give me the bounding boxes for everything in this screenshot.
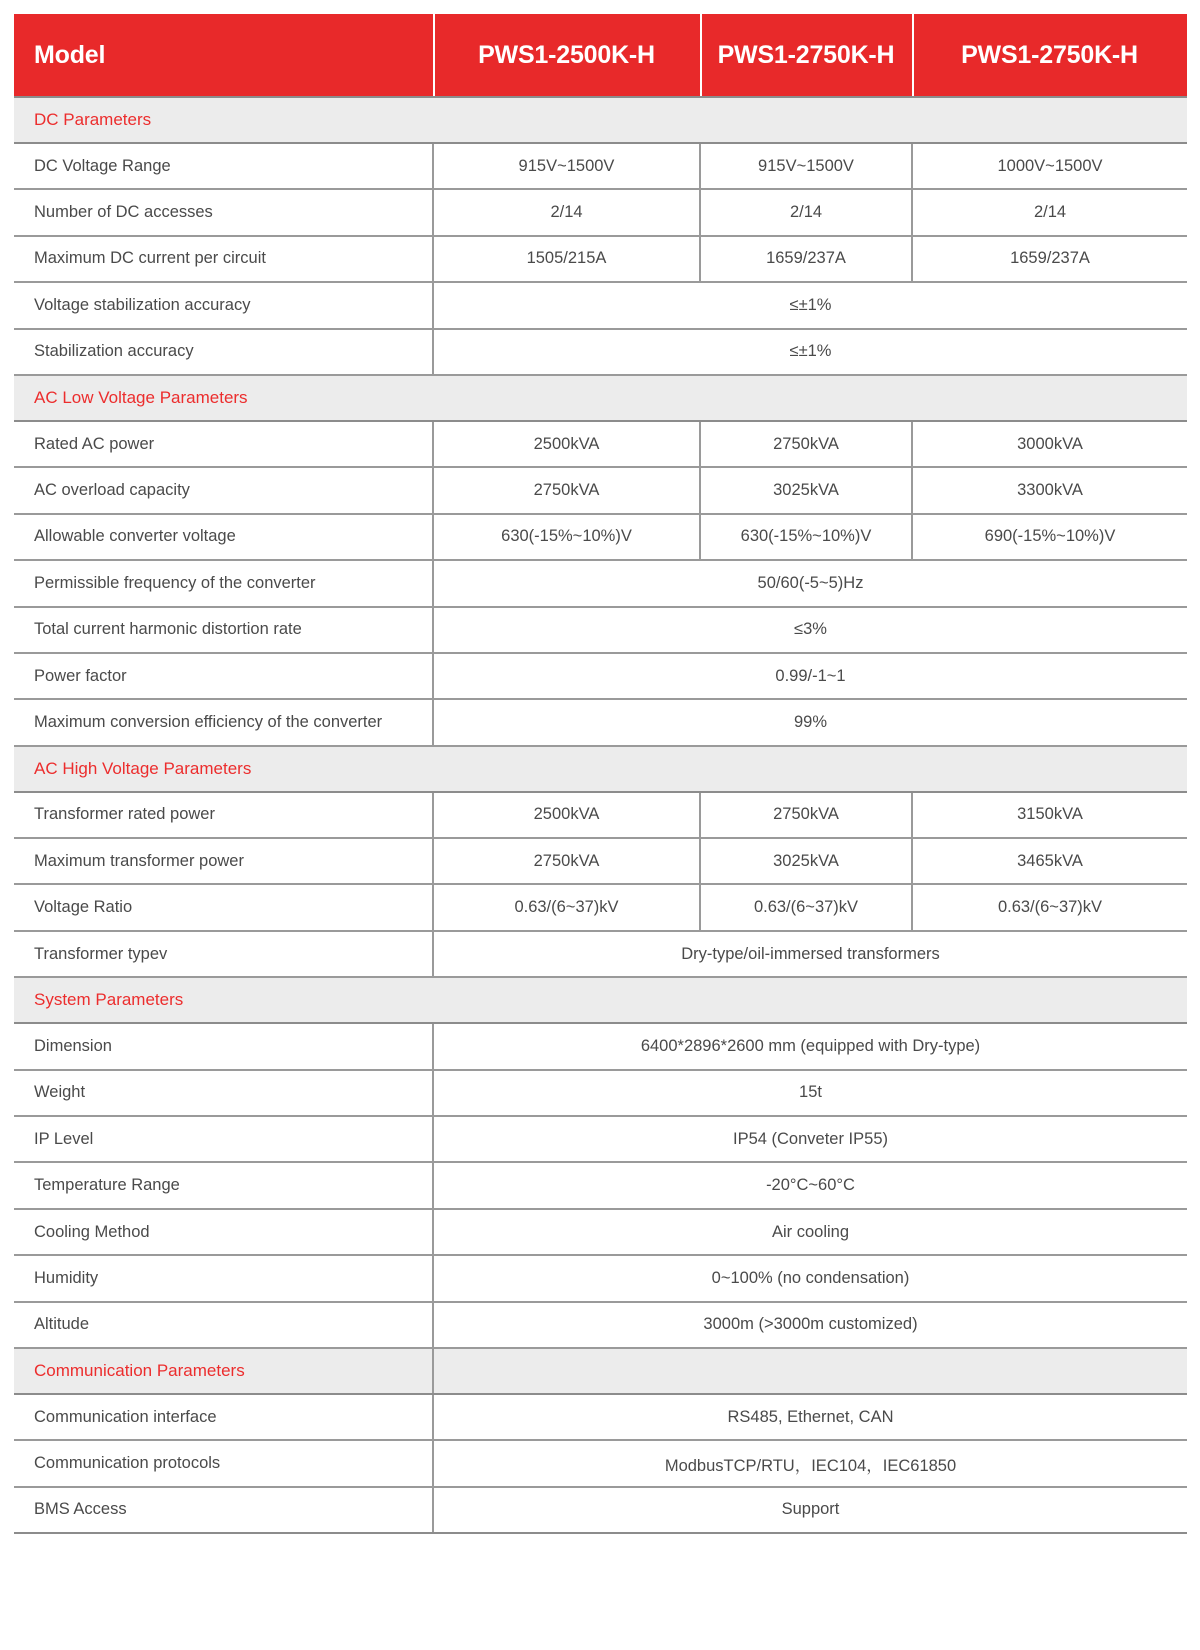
- row-label: Temperature Range: [14, 1162, 433, 1208]
- row-value-1: 2/14: [433, 189, 700, 235]
- table-row: [14, 329, 1187, 375]
- row-value-merged: ≤3%: [433, 607, 1187, 653]
- table-row: [14, 838, 1187, 884]
- row-value-merged: IP54 (Conveter IP55): [433, 1116, 1187, 1162]
- table-row: [14, 653, 1187, 699]
- row-label: Rated AC power: [14, 421, 433, 467]
- row-label: Stabilization accuracy: [14, 329, 433, 375]
- row-label: IP Level: [14, 1116, 433, 1162]
- row-value-2: 630(-15%~10%)V: [700, 514, 912, 560]
- specification-table: [14, 14, 1187, 1534]
- section-header-row: [14, 977, 1187, 1023]
- row-label: Dimension: [14, 1023, 433, 1069]
- table-row: [14, 1023, 1187, 1069]
- table-row: [14, 282, 1187, 328]
- section-header-fill: [433, 1348, 1187, 1394]
- row-label: Power factor: [14, 653, 433, 699]
- header-model-label: Model: [14, 14, 433, 97]
- row-value-merged: 99%: [433, 699, 1187, 745]
- header-row: [14, 14, 1187, 97]
- row-label: Maximum conversion efficiency of the converter: [14, 699, 433, 745]
- row-value-merged: Support: [433, 1487, 1187, 1533]
- row-value-3: 3000kVA: [912, 421, 1187, 467]
- section-header-row: [14, 97, 1187, 143]
- row-value-2: 2750kVA: [700, 792, 912, 838]
- section-title: AC High Voltage Parameters: [14, 746, 1187, 792]
- row-value-2: 2750kVA: [700, 421, 912, 467]
- row-value-1: 0.63/(6~37)kV: [433, 884, 700, 930]
- row-label: Voltage Ratio: [14, 884, 433, 930]
- row-value-1: 2750kVA: [433, 838, 700, 884]
- row-value-merged: 0~100% (no condensation): [433, 1255, 1187, 1301]
- table-row: [14, 1070, 1187, 1116]
- row-value-3: 690(-15%~10%)V: [912, 514, 1187, 560]
- table-row: [14, 1487, 1187, 1533]
- row-label: Communication protocols: [14, 1440, 433, 1486]
- row-label: AC overload capacity: [14, 467, 433, 513]
- section-header-row: [14, 746, 1187, 792]
- table-row: [14, 236, 1187, 282]
- table-row: [14, 467, 1187, 513]
- section-title: System Parameters: [14, 977, 1187, 1023]
- row-value-2: 0.63/(6~37)kV: [700, 884, 912, 930]
- row-value-3: 2/14: [912, 189, 1187, 235]
- table-row: [14, 1116, 1187, 1162]
- table-body: [14, 97, 1187, 1533]
- row-value-3: 1659/237A: [912, 236, 1187, 282]
- row-label: Weight: [14, 1070, 433, 1116]
- row-value-2: 3025kVA: [700, 467, 912, 513]
- table-row: [14, 514, 1187, 560]
- row-value-2: 1659/237A: [700, 236, 912, 282]
- table-row: [14, 1162, 1187, 1208]
- row-label: Total current harmonic distortion rate: [14, 607, 433, 653]
- row-value-2: 3025kVA: [700, 838, 912, 884]
- row-label: Number of DC accesses: [14, 189, 433, 235]
- row-value-2: 915V~1500V: [700, 143, 912, 189]
- section-title: AC Low Voltage Parameters: [14, 375, 1187, 421]
- row-label: Humidity: [14, 1255, 433, 1301]
- table-row: [14, 189, 1187, 235]
- row-value-merged: ≤±1%: [433, 282, 1187, 328]
- row-value-merged: ≤±1%: [433, 329, 1187, 375]
- table-row: [14, 1440, 1187, 1486]
- table-row: [14, 1209, 1187, 1255]
- table-row: [14, 607, 1187, 653]
- table-header: [14, 14, 1187, 97]
- row-value-1: 2750kVA: [433, 467, 700, 513]
- section-header-row: [14, 1348, 1187, 1394]
- header-model-column-1: PWS1-2500K-H: [433, 14, 700, 97]
- row-value-merged: Air cooling: [433, 1209, 1187, 1255]
- row-value-merged: -20°C~60°C: [433, 1162, 1187, 1208]
- row-value-2: 2/14: [700, 189, 912, 235]
- row-label: Allowable converter voltage: [14, 514, 433, 560]
- row-value-merged: RS485, Ethernet, CAN: [433, 1394, 1187, 1440]
- row-value-3: 3300kVA: [912, 467, 1187, 513]
- table-row: [14, 931, 1187, 977]
- row-value-merged: ModbusTCP/RTU，IEC104，IEC61850: [433, 1440, 1187, 1486]
- row-value-1: 1505/215A: [433, 236, 700, 282]
- row-label: Voltage stabilization accuracy: [14, 282, 433, 328]
- table-row: [14, 792, 1187, 838]
- row-value-1: 2500kVA: [433, 792, 700, 838]
- row-value-merged: 50/60(-5~5)Hz: [433, 560, 1187, 606]
- table-row: [14, 699, 1187, 745]
- row-label: Maximum transformer power: [14, 838, 433, 884]
- row-value-1: 2500kVA: [433, 421, 700, 467]
- table-row: [14, 1394, 1187, 1440]
- header-model-column-2: PWS1-2750K-H: [700, 14, 912, 97]
- section-title: Communication Parameters: [14, 1348, 433, 1394]
- row-value-merged: 3000m (>3000m customized): [433, 1302, 1187, 1348]
- table-row: [14, 143, 1187, 189]
- row-label: BMS Access: [14, 1487, 433, 1533]
- section-header-row: [14, 375, 1187, 421]
- row-value-merged: Dry-type/oil-immersed transformers: [433, 931, 1187, 977]
- row-label: Communication interface: [14, 1394, 433, 1440]
- row-value-3: 1000V~1500V: [912, 143, 1187, 189]
- row-label: Transformer typev: [14, 931, 433, 977]
- row-label: Cooling Method: [14, 1209, 433, 1255]
- row-label: Altitude: [14, 1302, 433, 1348]
- section-title: DC Parameters: [14, 97, 1187, 143]
- row-value-merged: 6400*2896*2600 mm (equipped with Dry-type): [433, 1023, 1187, 1069]
- table-row: [14, 884, 1187, 930]
- row-label: Permissible frequency of the converter: [14, 560, 433, 606]
- row-label: Maximum DC current per circuit: [14, 236, 433, 282]
- row-value-merged: 15t: [433, 1070, 1187, 1116]
- row-label: Transformer rated power: [14, 792, 433, 838]
- table-row: [14, 421, 1187, 467]
- row-value-merged: 0.99/-1~1: [433, 653, 1187, 699]
- row-value-3: 3465kVA: [912, 838, 1187, 884]
- header-model-column-3: PWS1-2750K-H: [912, 14, 1187, 97]
- row-value-1: 915V~1500V: [433, 143, 700, 189]
- row-value-1: 630(-15%~10%)V: [433, 514, 700, 560]
- row-label: DC Voltage Range: [14, 143, 433, 189]
- row-value-3: 0.63/(6~37)kV: [912, 884, 1187, 930]
- table-row: [14, 1255, 1187, 1301]
- table-row: [14, 1302, 1187, 1348]
- table-row: [14, 560, 1187, 606]
- row-value-3: 3150kVA: [912, 792, 1187, 838]
